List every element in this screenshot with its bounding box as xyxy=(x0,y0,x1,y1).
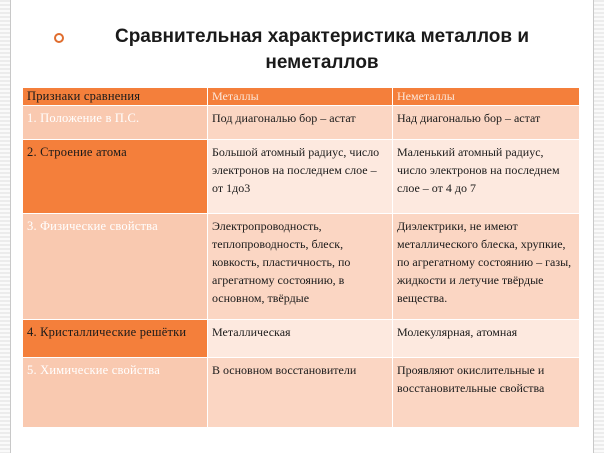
metals-cell: Металлическая xyxy=(208,320,393,358)
table-row xyxy=(23,320,580,358)
table-header-row xyxy=(23,88,580,106)
nonmetals-cell: Диэлектрики, не имеют металлического блеска, хрупкие, по агрегатному состоянию – газы, жидкости и летучие твёрдые вещества. xyxy=(393,214,580,320)
title-bullet-icon xyxy=(54,33,64,43)
nonmetals-cell: Маленький атомный радиус, число электронов на последнем слое – от 4 до 7 xyxy=(393,140,580,214)
table-row xyxy=(23,214,580,320)
right-decorative-border xyxy=(593,0,604,453)
nonmetals-cell: Молекулярная, атомная xyxy=(393,320,580,358)
feature-cell: 1. Положение в П.С. xyxy=(23,106,208,140)
metals-cell: В основном восстановители xyxy=(208,358,393,428)
metals-cell: Большой атомный радиус, число электронов на последнем слое – от 1до3 xyxy=(208,140,393,214)
slide-title: Сравнительная характеристика металлов и неметаллов xyxy=(114,26,530,73)
header-nonmetals: Неметаллы xyxy=(393,88,580,106)
left-decorative-border xyxy=(0,0,11,453)
comparison-table xyxy=(22,87,580,428)
feature-cell: 4. Кристаллические решётки xyxy=(23,320,208,358)
header-metals: Металлы xyxy=(208,88,393,106)
feature-cell: 5. Химические свойства xyxy=(23,358,208,428)
nonmetals-cell: Проявляют окислительные и восстановительные свойства xyxy=(393,358,580,428)
table-row xyxy=(23,106,580,140)
nonmetals-cell: Над диагональю бор – астат xyxy=(393,106,580,140)
table-row xyxy=(23,140,580,214)
feature-cell: 2. Строение атома xyxy=(23,140,208,214)
metals-cell: Электропроводность, теплопроводность, блеск, ковкость, пластичность, по агрегатному состоянию, в основном, твёрдые xyxy=(208,214,393,320)
table-row xyxy=(23,358,580,428)
feature-cell: 3. Физические свойства xyxy=(23,214,208,320)
header-features: Признаки сравнения xyxy=(23,88,208,106)
metals-cell: Под диагональю бор – астат xyxy=(208,106,393,140)
